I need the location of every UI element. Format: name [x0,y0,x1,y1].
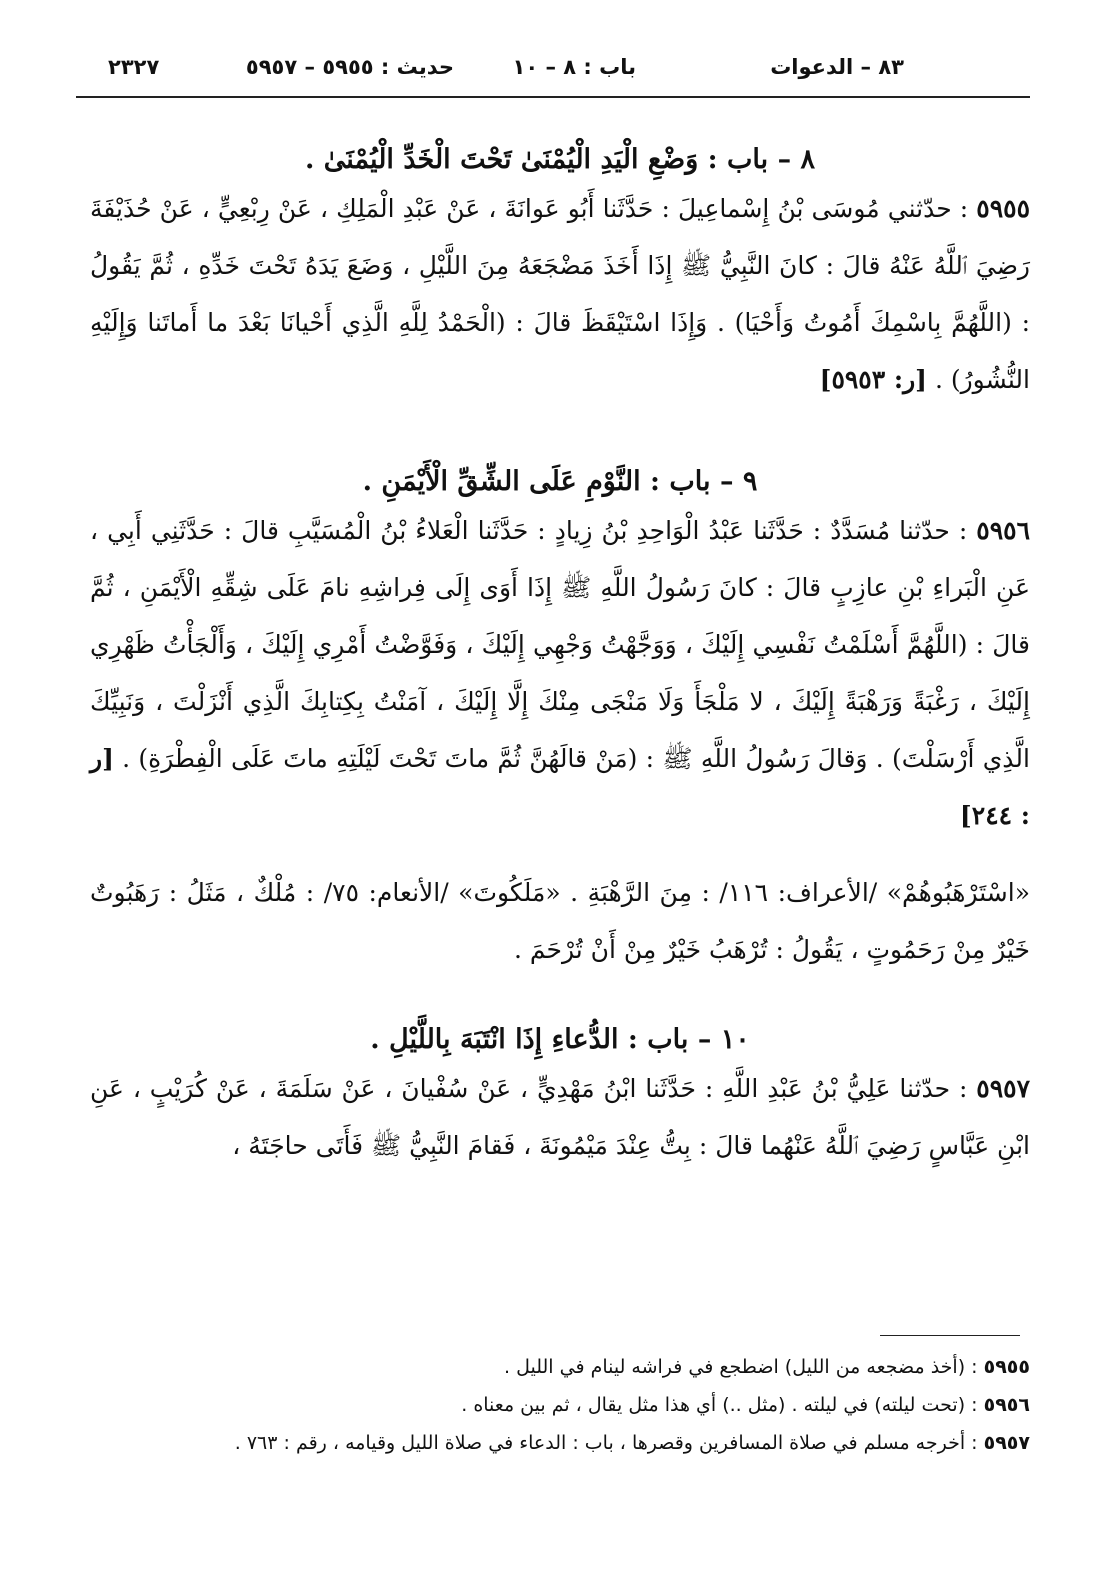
glossary-note [90,864,1030,978]
footnote-rule [880,1335,1020,1336]
footnote-text: : (أخذ مضجعه من الليل) اضطجع في فراشه لينام في الليل . [504,1356,984,1378]
hadith-text: : حدّثنا عَلِيُّ بْنُ عَبْدِ اللَّهِ : حَدَّثَنا ابْنُ مَهْدِيٍّ ، عَنْ سُفْيانَ ، عَنْ سَلَمَةَ ، عَنْ كُرَيْبٍ ، عَنِ ابْنِ عَبَّاسٍ رَضِيَ ٱللَّهُ عَنْهُما قالَ : بِتُّ عِنْدَ مَيْمُونَةَ ، فَقامَ النَّبِيُّ ﷺ فَأَتَى حاجَتَهُ ، [90,1074,1030,1160]
hadith-number: ٥٩٥٥ [976,194,1030,223]
section-bab-10 [90,1020,1030,1174]
section-heading: ١٠ – باب : الدُّعاءِ إِذَا انْتَبَهَ بِاللَّيْلِ . [370,1024,750,1055]
running-header-hadith-range: حديث : ٥٩٥٥ – ٥٩٥٧ [245,55,454,79]
footnote [90,1386,1030,1424]
hadith-paragraph [90,502,1030,844]
hadith-number: ٥٩٥٧ [976,1074,1030,1103]
hadith-text: : حدّثني مُوسَى بْنُ إِسْماعِيلَ : حَدَّثَنا أَبُو عَوانَةَ ، عَنْ عَبْدِ الْمَلِكِ ، عَنْ رِبْعِيٍّ ، عَنْ حُذَيْفَةَ رَضِيَ ٱللَّهُ عَنْهُ قالَ : كانَ النَّبِيُّ ﷺ إِذَا أَخَذَ مَضْجَعَهُ مِنَ اللَّيْلِ ، وَضَعَ يَدَهُ تَحْتَ خَدِّهِ ، ثُمَّ يَقُولُ : (اللَّهُمَّ بِاسْمِكَ أَمُوتُ وَأَحْيَا) . وَإِذَا اسْتَيْقَظَ قالَ : (الْحَمْدُ لِلَّهِ الَّذِي أَحْيانَا بَعْدَ ما أَماتَنا وَإِلَيْهِ النُّشُورُ) . [90,194,1030,394]
cross-reference: [ر: ٥٩٥٣] [819,365,927,394]
page-number: ٢٣٢٧ [108,55,160,79]
footnote-number: ٥٩٥٧ [983,1432,1030,1454]
running-header-bab: باب : ٨ – ١٠ [512,55,636,79]
hadith-text: : حدّثنا مُسَدَّدٌ : حَدَّثَنا عَبْدُ الْوَاحِدِ بْنُ زِيادٍ : حَدَّثَنا الْعَلاءُ بْنُ الْمُسَيَّبِ قالَ : حَدَّثَنِي أَبِي ، عَنِ الْبَراءِ بْنِ عازِبٍ قالَ : كانَ رَسُولُ اللَّهِ ﷺ إِذَا أَوَى إِلَى فِراشِهِ نامَ عَلَى شِقِّهِ الْأَيْمَنِ ، ثُمَّ قالَ : (اللَّهُمَّ أَسْلَمْتُ نَفْسِي إِلَيْكَ ، وَوَجَّهْتُ وَجْهِي إِلَيْكَ ، وَفَوَّضْتُ أَمْرِي إِلَيْكَ ، وَأَلْجَأْتُ ظَهْرِي إِلَيْكَ ، رَغْبَةً وَرَهْبَةً إِلَيْكَ ، لا مَلْجَأَ وَلَا مَنْجَى مِنْكَ إِلَّا إِلَيْكَ ، آمَنْتُ بِكِتابِكَ الَّذِي أَنْزَلْتَ ، وَنَبِيِّكَ الَّذِي أَرْسَلْتَ) . وَقالَ رَسُولُ اللَّهِ ﷺ : (مَنْ قالَهُنَّ ثُمَّ ماتَ تَحْتَ لَيْلَتِهِ ماتَ عَلَى الْفِطْرَةِ) . [90,516,1030,773]
section-bab-9 [90,462,1030,844]
running-header-chapter: ٨٣ – الدعوات [770,55,904,79]
footnote-number: ٥٩٥٦ [983,1394,1030,1416]
footnote [90,1424,1030,1462]
section-heading: ٨ – باب : وَضْعِ الْيَدِ الْيُمْنَىٰ تَحْتَ الْخَدِّ الْيُمْنَىٰ . [305,144,815,175]
footnote-number: ٥٩٥٥ [983,1356,1030,1378]
footnote [90,1348,1030,1386]
footnotes [90,1348,1030,1462]
glossary-text: «اسْتَرْهَبُوهُمْ» /الأعراف: ١١٦/ : مِنَ الرَّهْبَةِ . «مَلَكُوتَ» /الأنعام: ٧٥/ : مُلْكٌ ، مَثَلُ : رَهَبُوتٌ خَيْرٌ مِنْ رَحَمُوتٍ ، يَقُولُ : تُرْهَبُ خَيْرٌ مِنْ أَنْ تُرْحَمَ . [90,878,1030,964]
section-bab-8 [90,140,1030,408]
section-heading: ٩ – باب : النَّوْمِ عَلَى الشِّقِّ الْأَيْمَنِ . [362,466,758,497]
hadith-number: ٥٩٥٦ [976,516,1030,545]
header-rule [76,96,1030,98]
hadith-paragraph [90,180,1030,408]
footnote-text: : (تحت ليلته) في ليلته . (مثل ..) أي هذا مثل يقال ، ثم بين معناه . [461,1394,984,1416]
cross-reference: [ر : ٢٤٤] [90,744,1030,830]
hadith-paragraph [90,1060,1030,1174]
footnote-text: : أخرجه مسلم في صلاة المسافرين وقصرها ، باب : الدعاء في صلاة الليل وقيامه ، رقم : ٧٦٣ . [234,1432,984,1454]
